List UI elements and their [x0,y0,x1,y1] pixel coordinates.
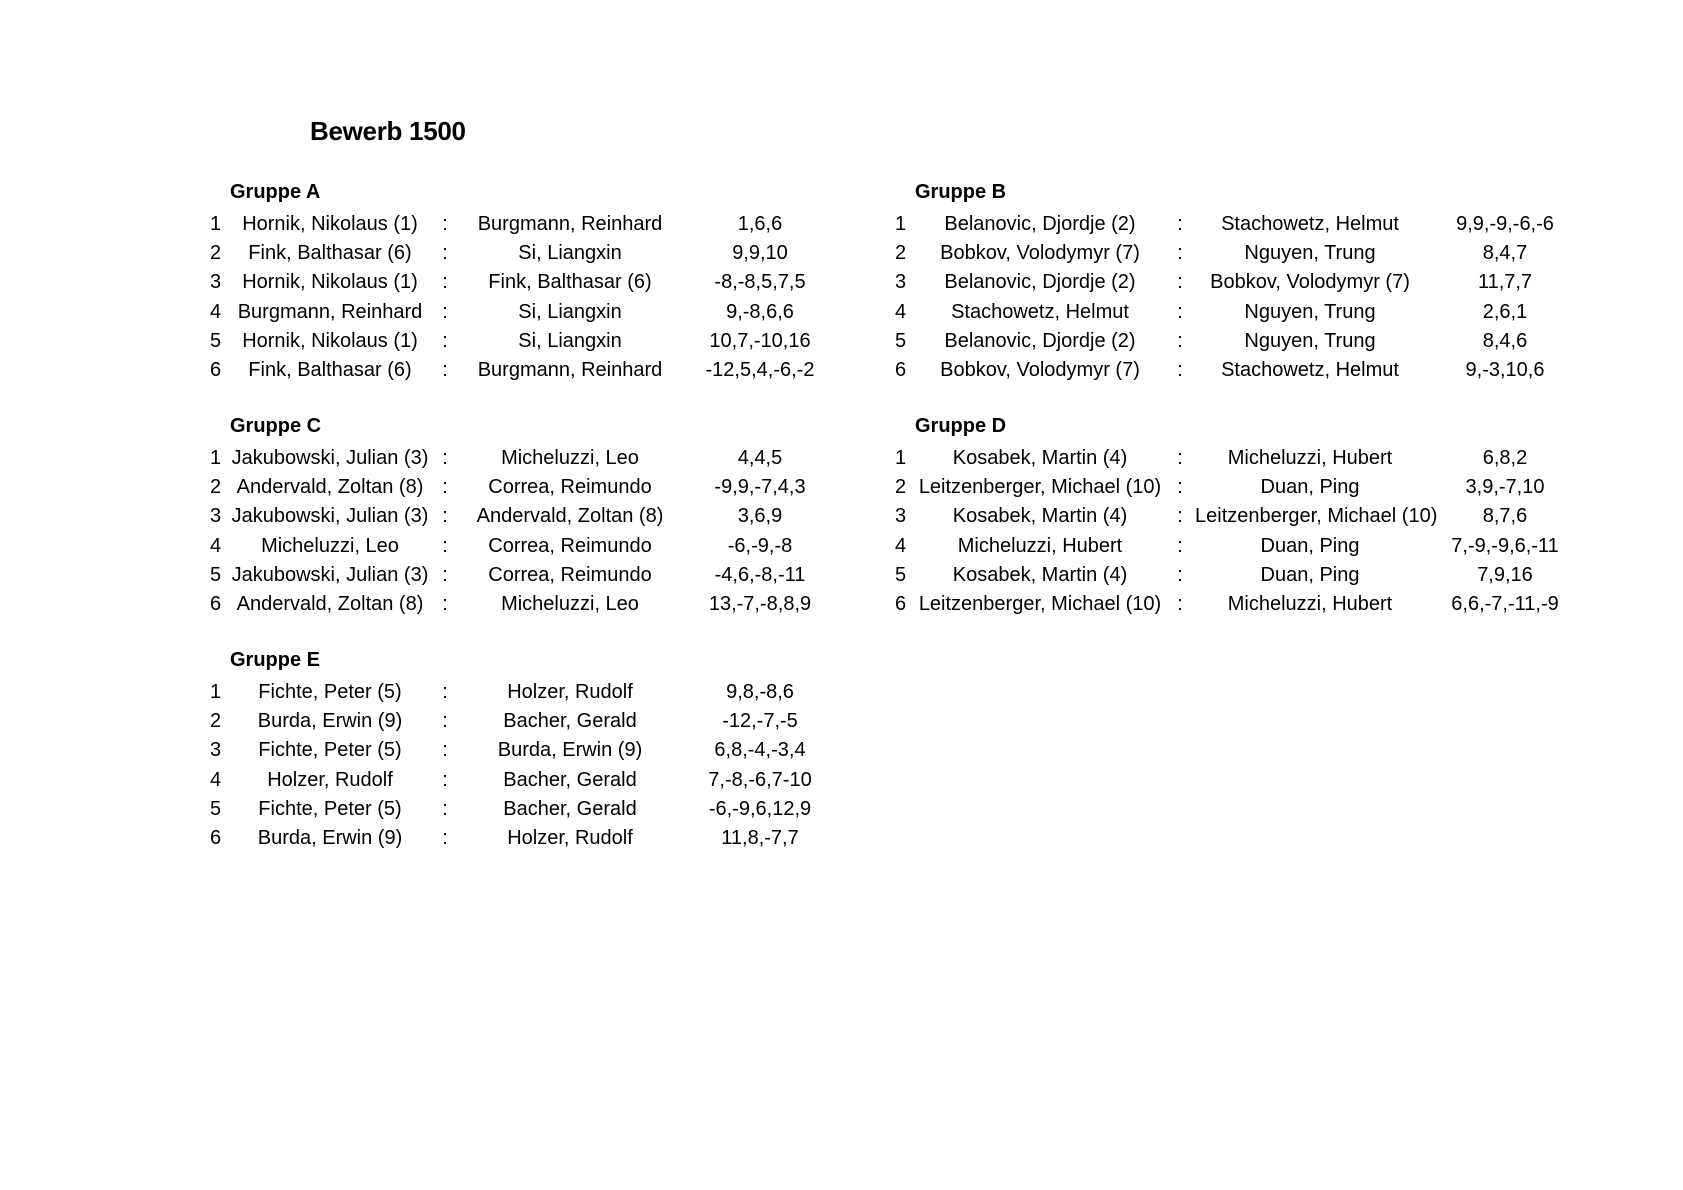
player-one: Belanovic, Djordje (2) [944,271,1136,294]
match-score: -6,-9,6,12,9 [708,797,812,820]
match-number: 1 [895,213,907,235]
player-one: Belanovic, Djordje (2) [944,213,1136,235]
player-two: Micheluzzi, Hubert [1227,447,1393,469]
match-score: 8,7,6 [1482,505,1528,528]
player-two: Bacher, Gerald [503,768,637,791]
match-number: 4 [210,300,222,323]
player-one: Leitzenberger, Michael (10) [918,593,1162,615]
match-number: 4 [210,768,222,791]
versus-separator: : [442,710,448,733]
match-score: 9,9,10 [732,242,788,265]
player-two: Si, Liangxin [518,329,622,352]
player-two: Burda, Erwin (9) [497,739,643,762]
player-one: Andervald, Zoltan (8) [236,476,424,499]
player-one: Leitzenberger, Michael (10) [918,476,1162,499]
player-two: Bacher, Gerald [503,710,637,733]
player-two: Correa, Reimundo [488,476,652,499]
match-score: 2,6,1 [1482,300,1528,323]
match-score: -4,6,-8,-11 [714,563,806,586]
player-one: Bobkov, Volodymyr (7) [940,359,1140,381]
match-number: 3 [210,505,222,528]
player-two: Nguyen, Trung [1244,242,1376,265]
versus-separator: : [1177,476,1183,499]
match-score: 6,6,-7,-11,-9 [1451,593,1559,615]
match-number: 6 [895,593,907,615]
match-number: 3 [895,271,907,294]
match-score: 11,7,7 [1477,271,1533,294]
match-score: 7,-9,-9,6,-11 [1451,534,1559,557]
player-one: Kosabek, Martin (4) [952,447,1128,469]
match-number: 6 [210,359,222,381]
player-one: Burda, Erwin (9) [257,827,403,849]
player-one: Micheluzzi, Leo [261,534,399,557]
versus-separator: : [442,534,448,557]
match-score: 9,8,-8,6 [726,681,794,703]
player-one: Hornik, Nikolaus (1) [242,271,418,294]
versus-separator: : [1177,563,1183,586]
match-score: 9,9,-9,-6,-6 [1456,213,1554,235]
match-number: 2 [210,710,222,733]
player-one: Hornik, Nikolaus (1) [242,213,418,235]
versus-separator: : [442,681,448,703]
match-number: 5 [895,329,907,352]
match-number: 1 [895,447,907,469]
match-score: 9,-8,6,6 [726,300,794,323]
player-one: Belanovic, Djordje (2) [944,329,1136,352]
player-one: Holzer, Rudolf [267,768,393,791]
group-heading: Gruppe C [230,415,322,437]
page-title: Bewerb 1500 [310,116,466,146]
match-number: 6 [210,827,222,849]
player-two: Nguyen, Trung [1244,329,1376,352]
match-score: 3,9,-7,10 [1465,476,1545,499]
player-two: Micheluzzi, Leo [501,593,639,615]
match-score: 13,-7,-8,8,9 [708,593,812,615]
match-score: 9,-3,10,6 [1465,359,1545,381]
player-one: Fichte, Peter (5) [258,739,402,762]
match-number: 3 [210,739,222,762]
match-score: 11,8,-7,7 [721,827,799,849]
player-two: Duan, Ping [1260,563,1360,586]
versus-separator: : [442,768,448,791]
versus-separator: : [1177,534,1183,557]
versus-separator: : [1177,271,1183,294]
versus-separator: : [442,827,448,849]
versus-separator: : [1177,213,1183,235]
player-two: Burgmann, Reinhard [477,359,663,381]
versus-separator: : [442,563,448,586]
player-two: Duan, Ping [1260,534,1360,557]
versus-separator: : [442,271,448,294]
match-score: 10,7,-10,16 [709,329,811,352]
match-number: 1 [210,681,222,703]
versus-separator: : [442,300,448,323]
player-two: Bobkov, Volodymyr (7) [1210,271,1410,294]
versus-separator: : [442,739,448,762]
match-score: 4,4,5 [737,447,783,469]
player-one: Stachowetz, Helmut [951,300,1129,323]
match-number: 2 [210,242,222,265]
match-number: 6 [895,359,907,381]
match-score: 8,4,7 [1482,242,1528,265]
match-number: 3 [895,505,907,528]
player-one: Burda, Erwin (9) [257,710,403,733]
match-score: 3,6,9 [737,505,783,528]
match-number: 5 [210,797,222,820]
match-score: -6,-9,-8 [727,534,793,557]
player-one: Hornik, Nikolaus (1) [242,329,418,352]
match-number: 5 [210,329,222,352]
versus-separator: : [1177,300,1183,323]
player-one: Andervald, Zoltan (8) [236,593,424,615]
match-score: -9,9,-7,4,3 [714,476,806,499]
player-two: Andervald, Zoltan (8) [476,505,664,528]
player-one: Fink, Balthasar (6) [248,242,412,265]
player-two: Correa, Reimundo [488,563,652,586]
versus-separator: : [1177,359,1183,381]
versus-separator: : [1177,242,1183,265]
versus-separator: : [1177,593,1183,615]
match-number: 5 [210,563,222,586]
match-number: 2 [210,476,222,499]
versus-separator: : [442,359,448,381]
player-one: Micheluzzi, Hubert [957,534,1123,557]
player-one: Kosabek, Martin (4) [952,505,1128,528]
match-score: 7,-8,-6,7-10 [708,768,812,791]
versus-separator: : [442,593,448,615]
player-one: Fichte, Peter (5) [258,797,402,820]
player-one: Jakubowski, Julian (3) [231,505,429,528]
versus-separator: : [1177,329,1183,352]
match-number: 4 [210,534,222,557]
player-two: Leitzenberger, Michael (10) [1195,505,1438,528]
versus-separator: : [1177,505,1183,528]
player-two: Holzer, Rudolf [507,681,633,703]
versus-separator: : [442,476,448,499]
versus-separator: : [442,447,448,469]
group-heading: Gruppe E [230,649,321,671]
match-number: 4 [895,534,907,557]
player-two: Si, Liangxin [518,300,622,323]
player-two: Correa, Reimundo [488,534,652,557]
match-number: 2 [895,242,907,265]
player-one: Jakubowski, Julian (3) [231,447,429,469]
player-two: Stachowetz, Helmut [1221,359,1399,381]
player-one: Bobkov, Volodymyr (7) [940,242,1140,265]
versus-separator: : [442,797,448,820]
player-two: Micheluzzi, Leo [501,447,639,469]
player-two: Fink, Balthasar (6) [488,271,652,294]
player-two: Burgmann, Reinhard [477,213,663,235]
player-two: Nguyen, Trung [1244,300,1376,323]
match-number: 1 [210,447,222,469]
player-one: Burgmann, Reinhard [237,300,423,323]
versus-separator: : [442,242,448,265]
player-two: Stachowetz, Helmut [1221,213,1399,235]
match-score: 8,4,6 [1482,329,1528,352]
player-two: Si, Liangxin [518,242,622,265]
match-score: 6,8,2 [1482,447,1528,469]
player-two: Holzer, Rudolf [507,827,633,849]
versus-separator: : [442,329,448,352]
match-score: 1,6,6 [737,213,783,235]
match-score: 6,8,-4,-3,4 [714,739,806,762]
player-one: Fink, Balthasar (6) [248,359,412,381]
match-score: -8,-8,5,7,5 [714,271,806,294]
player-one: Kosabek, Martin (4) [952,563,1128,586]
match-number: 4 [895,300,907,323]
versus-separator: : [1177,447,1183,469]
versus-separator: : [442,505,448,528]
match-number: 2 [895,476,907,499]
group-heading: Gruppe A [230,181,321,203]
player-two: Duan, Ping [1260,476,1360,499]
player-one: Jakubowski, Julian (3) [231,563,429,586]
match-number: 3 [210,271,222,294]
player-two: Micheluzzi, Hubert [1227,593,1393,615]
match-number: 6 [210,593,222,615]
player-one: Fichte, Peter (5) [258,681,402,703]
match-number: 5 [895,563,907,586]
match-score: -12,-7,-5 [722,710,798,733]
group-heading: Gruppe B [915,181,1007,203]
match-number: 1 [210,213,222,235]
player-two: Bacher, Gerald [503,797,637,820]
versus-separator: : [442,213,448,235]
match-score: -12,5,4,-6,-2 [705,359,815,381]
group-heading: Gruppe D [915,415,1007,437]
match-score: 7,9,16 [1477,563,1533,586]
